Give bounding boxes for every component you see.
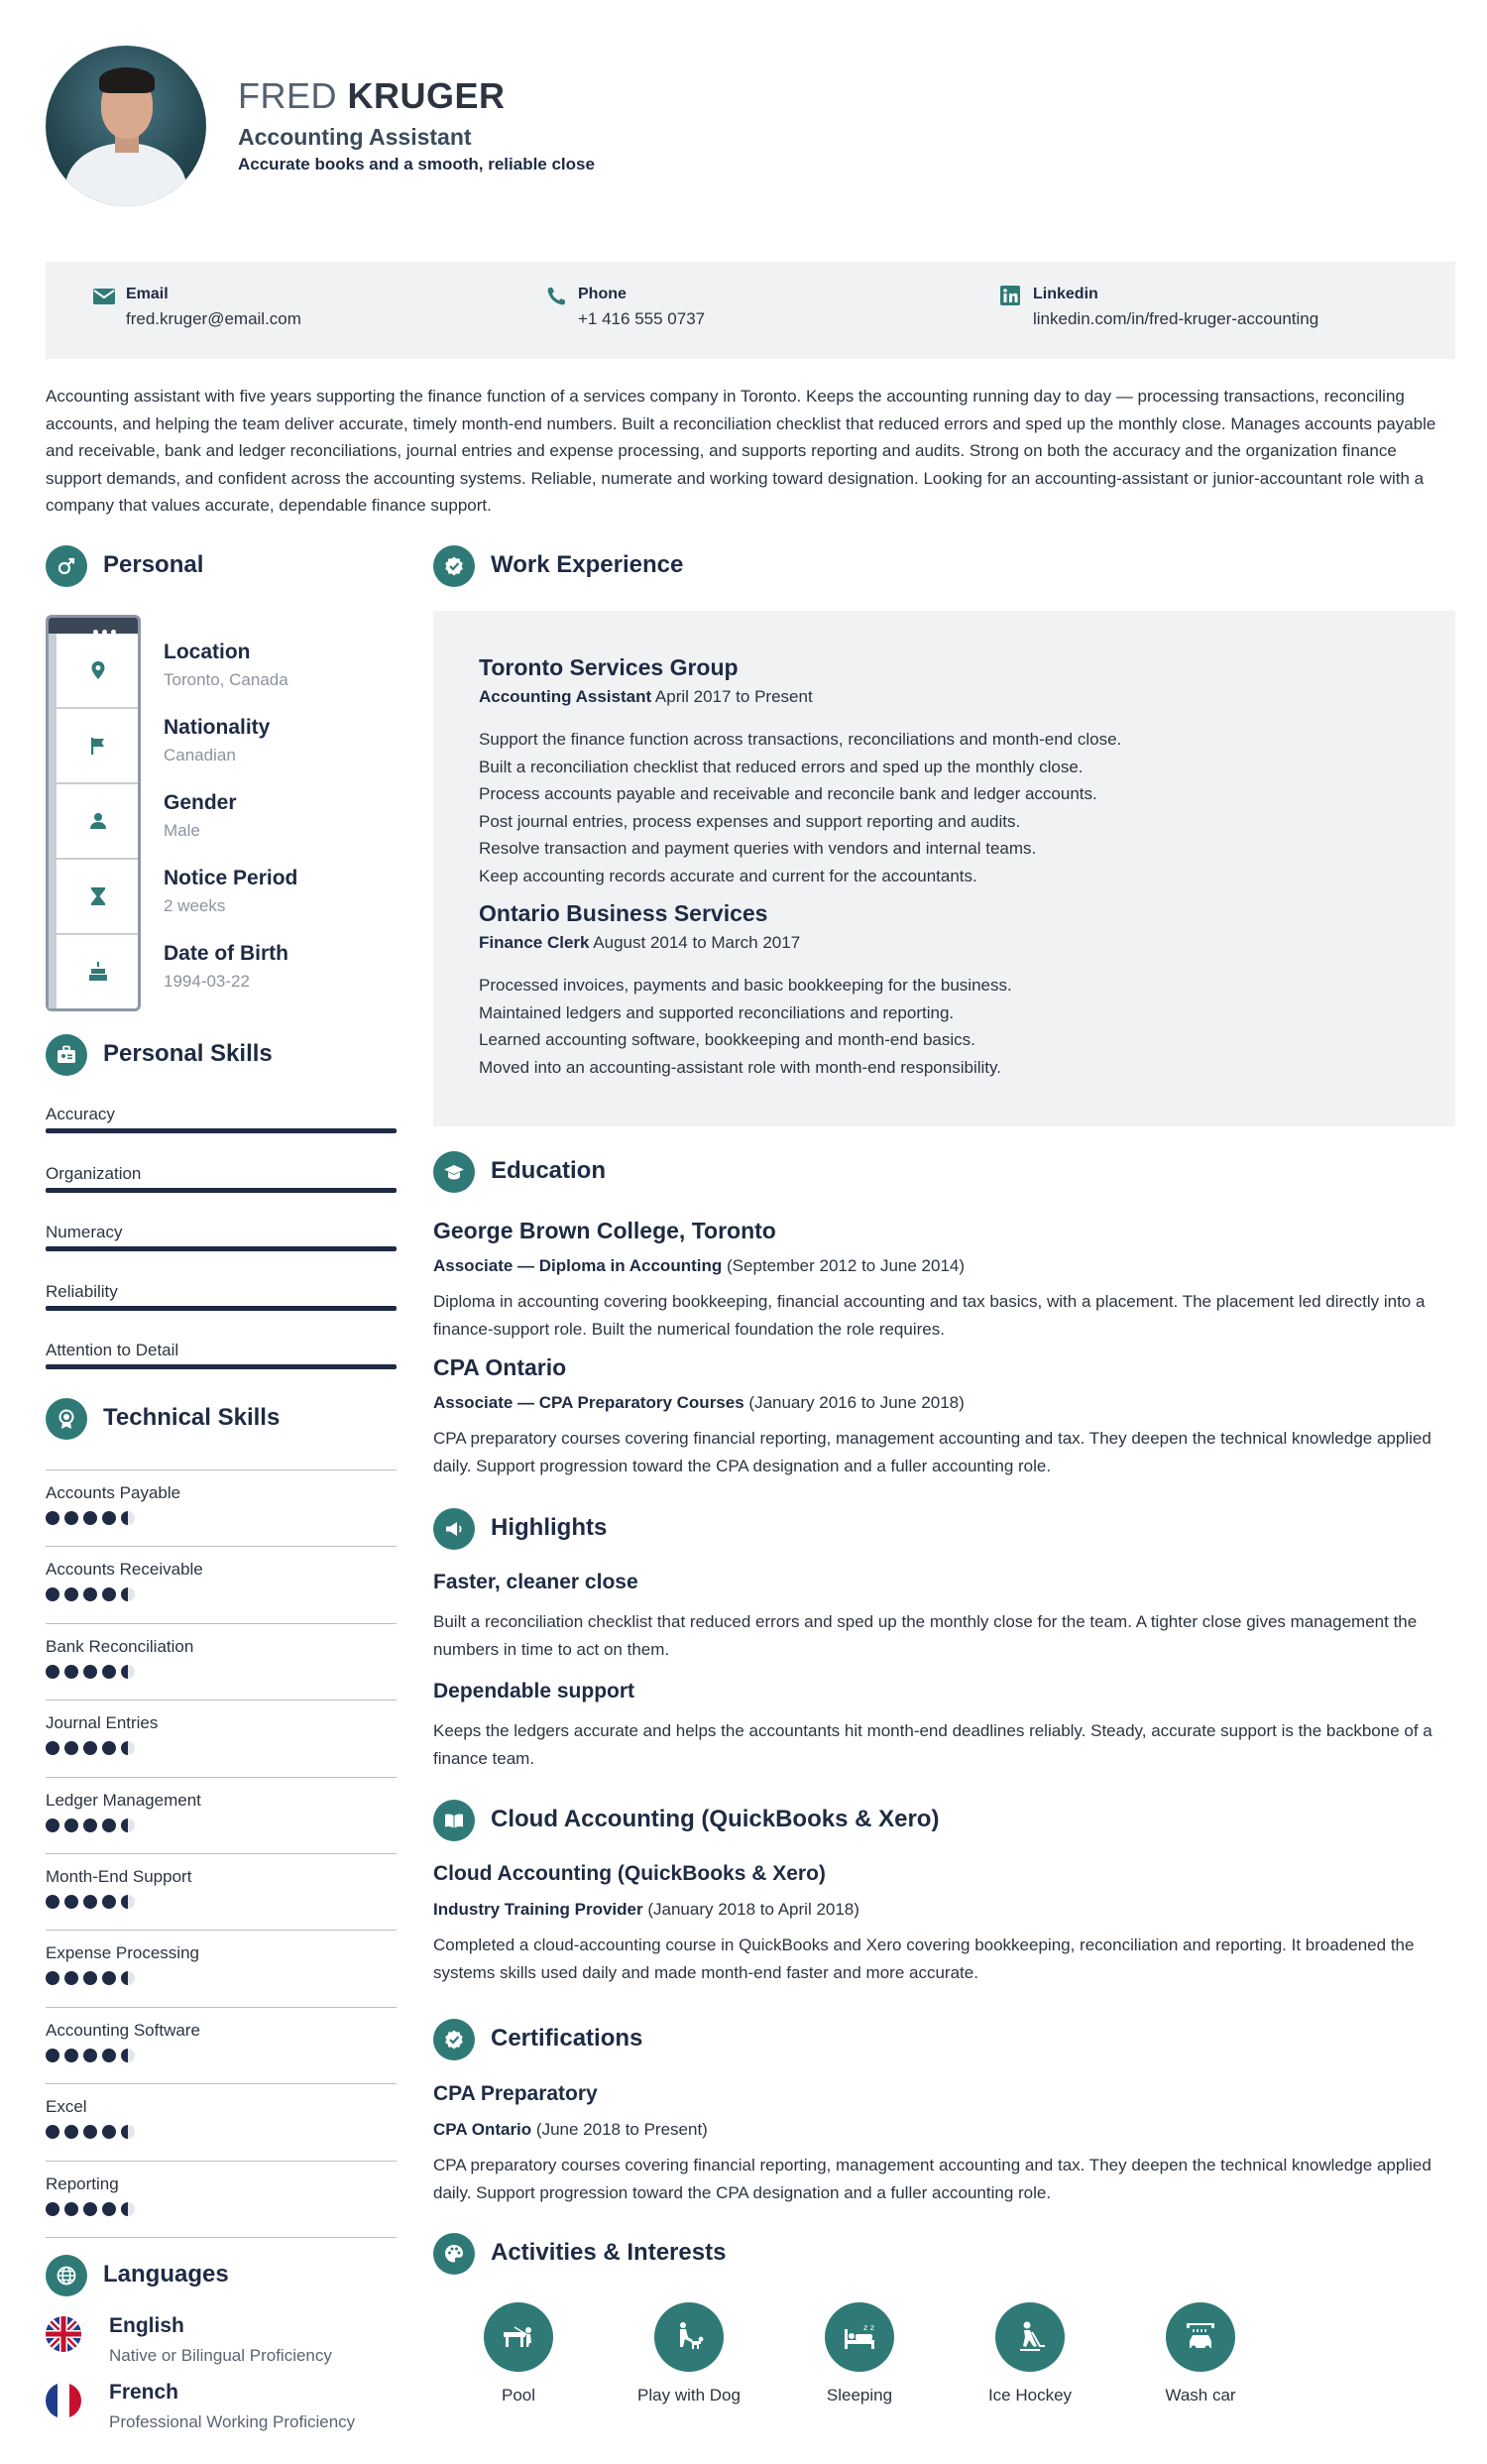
personal-info-card <box>46 615 141 1011</box>
job-entry: Toronto Services Group Accounting Assistant April 2017 to Present Support the finance function across transactions, reconciliations and month-end close. Built a reconciliation checklist that reduced errors and sped up the monthly close. Process accounts payable and receivable and reconcile bank and ledger accounts. Post journal entries, process expenses and support reporting and audits. Resolve transaction and payment queries with vendors and internal teams. Keep accounting records accurate and current for the accountants. <box>479 654 1121 890</box>
award-icon <box>56 1408 77 1430</box>
job-bullet: Post journal entries, process expenses and support reporting and audits. <box>479 811 1021 831</box>
job-entry: Ontario Business Services Finance Clerk August 2014 to March 2017 Processed invoices, payments and basic bookkeeping for the business. Maintained ledgers and supported reconciliations and reporting. Learned accounting software, bookkeeping and month-end basics. Moved into an accounting-assistant role with month-end responsibility. <box>479 900 1012 1081</box>
skill-level-bar <box>46 1188 397 1193</box>
personal-item-nationality: Nationality Canadian <box>164 716 271 764</box>
hockey-icon <box>1012 2319 1048 2355</box>
person-icon <box>87 810 109 832</box>
dog-icon <box>671 2319 707 2355</box>
svg-text:z z: z z <box>863 2323 874 2332</box>
email-value[interactable]: fred.kruger@email.com <box>126 309 301 328</box>
skill-rating-dots <box>46 1895 140 1909</box>
tagline: Accurate books and a smooth, reliable close <box>238 155 595 174</box>
course-entry: Cloud Accounting (QuickBooks & Xero) Industry Training Provider (January 2018 to April 2018) Completed a cloud-accounting course in QuickBooks and Xero covering bookkeeping, reconciliation and reporting. It broadened the systems skills used daily and made month-end faster and more accurate. <box>433 1862 1415 1982</box>
personal-item-date-of-birth: Date of Birth 1994-03-22 <box>164 942 288 991</box>
candidate-name: FRED KRUGER <box>238 75 506 116</box>
technical-skill-item: Bank Reconciliation <box>46 1637 397 1657</box>
job-bullet: Process accounts payable and receivable and reconcile bank and ledger accounts. <box>479 784 1097 804</box>
technical-skill-item: Month-End Support <box>46 1867 397 1887</box>
certified-badge-icon <box>443 2029 465 2051</box>
megaphone-icon <box>443 1518 465 1540</box>
technical-skill-item: Accounting Software <box>46 2021 397 2041</box>
education-entry: CPA Ontario Associate — CPA Preparatory Courses (January 2016 to June 2018) CPA preparatory courses covering financial reporting, management accounting and tax. They deepen the technical knowledge applied daily. Support progression toward the CPA designation and a fuller accounting role. <box>433 1354 1431 1475</box>
skill-rating-dots <box>46 1587 140 1601</box>
job-bullet: Built a reconciliation checklist that reduced errors and sped up the monthly close. <box>479 757 1084 776</box>
france-flag-icon <box>46 2383 81 2418</box>
profile-summary: Accounting assistant with five years supporting the finance function of a services company in Toronto. Keeps the accounting running day to day — processing transactions, reconciling accounts, and helping the team deliver accurate, timely month-end numbers. Built a reconciliation checklist that reduced errors and sped up the monthly close. Manages accounts payable and receivable, bank and ledger reconciliations, journal entries and expense processing, and supports reporting and audits. Strong on both the accuracy and the organization finance support demands, and confident across the accounting systems. Reliable, numerate and working toward designation. Looking for an accounting-assistant or junior-accountant role with a company that values accurate, dependable finance support. <box>46 387 1436 515</box>
verified-badge-icon <box>443 555 465 577</box>
skill-rating-dots <box>46 1665 140 1679</box>
job-bullets <box>479 726 1121 890</box>
flag-icon <box>87 735 109 757</box>
skill-rating-dots <box>46 1741 140 1755</box>
highlight-item: Dependable support Keeps the ledgers accurate and helps the accountants hit month-end deadlines reliably. Steady, accurate support is the backbone of a finance team. <box>433 1680 1432 1768</box>
personal-item-notice-period: Notice Period 2 weeks <box>164 867 298 915</box>
uk-flag-icon <box>46 2316 81 2352</box>
work-experience-panel <box>433 611 1455 1126</box>
job-title: Accounting Assistant <box>238 124 472 150</box>
car-wash-icon <box>1183 2319 1218 2355</box>
linkedin-icon <box>1000 286 1020 305</box>
envelope-icon <box>93 288 115 305</box>
education-entry: George Brown College, Toronto Associate — Diploma in Accounting (September 2012 to June 2014) Diploma in accounting covering bookkeeping, financial accounting and tax basics, with a placement. The placement led directly into a finance-support role. Built the numerical foundation the role requires. <box>433 1218 1426 1339</box>
job-bullet: Keep accounting records accurate and current for the accountants. <box>479 866 977 885</box>
technical-skill-item: Expense Processing <box>46 1943 397 1963</box>
skill-rating-dots <box>46 1971 140 1985</box>
job-bullet: Learned accounting software, bookkeeping and month-end basics. <box>479 1030 975 1050</box>
job-bullet: Resolve transaction and payment queries with vendors and internal teams. <box>479 839 1037 859</box>
personal-skill-item: Reliability <box>46 1282 397 1302</box>
open-book-icon <box>443 1810 465 1831</box>
globe-icon <box>56 2265 77 2287</box>
skill-level-bar <box>46 1128 397 1133</box>
gender-icon <box>56 555 77 577</box>
personal-skill-item: Numeracy <box>46 1223 397 1242</box>
technical-skill-item: Ledger Management <box>46 1791 397 1811</box>
skill-rating-dots <box>46 2049 140 2062</box>
graduation-cap-icon <box>443 1161 465 1183</box>
skill-rating-dots <box>46 2202 140 2216</box>
highlight-item: Faster, cleaner close Built a reconciliation checklist that reduced errors and sped up the monthly close for the team. A tighter close gives management the numbers in time to act on them. <box>433 1571 1418 1659</box>
skill-rating-dots <box>46 1511 140 1525</box>
phone-icon <box>545 286 567 307</box>
technical-skill-item: Excel <box>46 2097 397 2117</box>
cake-icon <box>87 961 109 983</box>
skill-rating-dots <box>46 1819 140 1832</box>
personal-skill-item: Accuracy <box>46 1105 397 1124</box>
certification-entry: CPA Preparatory CPA Ontario (June 2018 to Present) CPA preparatory courses covering financial reporting, management accounting and tax. They deepen the technical knowledge applied daily. Support progression toward the CPA designation and a fuller accounting role. <box>433 2082 1431 2202</box>
job-bullet: Moved into an accounting-assistant role with month-end responsibility. <box>479 1057 1001 1077</box>
profile-photo <box>46 46 206 206</box>
pool-table-icon <box>501 2319 536 2355</box>
skill-rating-dots <box>46 2125 140 2139</box>
job-bullet: Maintained ledgers and supported reconciliations and reporting. <box>479 1002 955 1022</box>
palette-icon <box>443 2243 465 2265</box>
technical-skill-item: Reporting <box>46 2174 397 2194</box>
job-bullet: Processed invoices, payments and basic bookkeeping for the business. <box>479 976 1012 995</box>
personal-skill-item: Organization <box>46 1164 397 1184</box>
personal-item-gender: Gender Male <box>164 791 237 840</box>
job-bullet: Support the finance function across transactions, reconciliations and month-end close. <box>479 730 1122 749</box>
skill-level-bar <box>46 1306 397 1311</box>
technical-skill-item: Accounts Receivable <box>46 1560 397 1580</box>
location-pin-icon <box>87 659 109 681</box>
job-bullets <box>479 972 1012 1081</box>
briefcase-id-icon <box>56 1044 77 1066</box>
hourglass-icon <box>87 885 109 907</box>
personal-item-location: Location Toronto, Canada <box>164 641 288 689</box>
linkedin-value[interactable]: linkedin.com/in/fred-kruger-accounting <box>1033 309 1319 328</box>
resume-header <box>46 46 1443 209</box>
technical-skill-item: Journal Entries <box>46 1713 397 1733</box>
skill-level-bar <box>46 1246 397 1251</box>
technical-skill-item: Accounts Payable <box>46 1483 397 1503</box>
bed-icon <box>842 2319 877 2355</box>
personal-skill-item: Attention to Detail <box>46 1341 397 1360</box>
phone-value[interactable]: +1 416 555 0737 <box>578 309 706 328</box>
skill-level-bar <box>46 1364 397 1369</box>
contact-bar: Email fred.kruger@email.com Phone +1 416 555 0737 Linkedin linkedin.com/in/fred-kruger-accounting <box>46 262 1455 359</box>
